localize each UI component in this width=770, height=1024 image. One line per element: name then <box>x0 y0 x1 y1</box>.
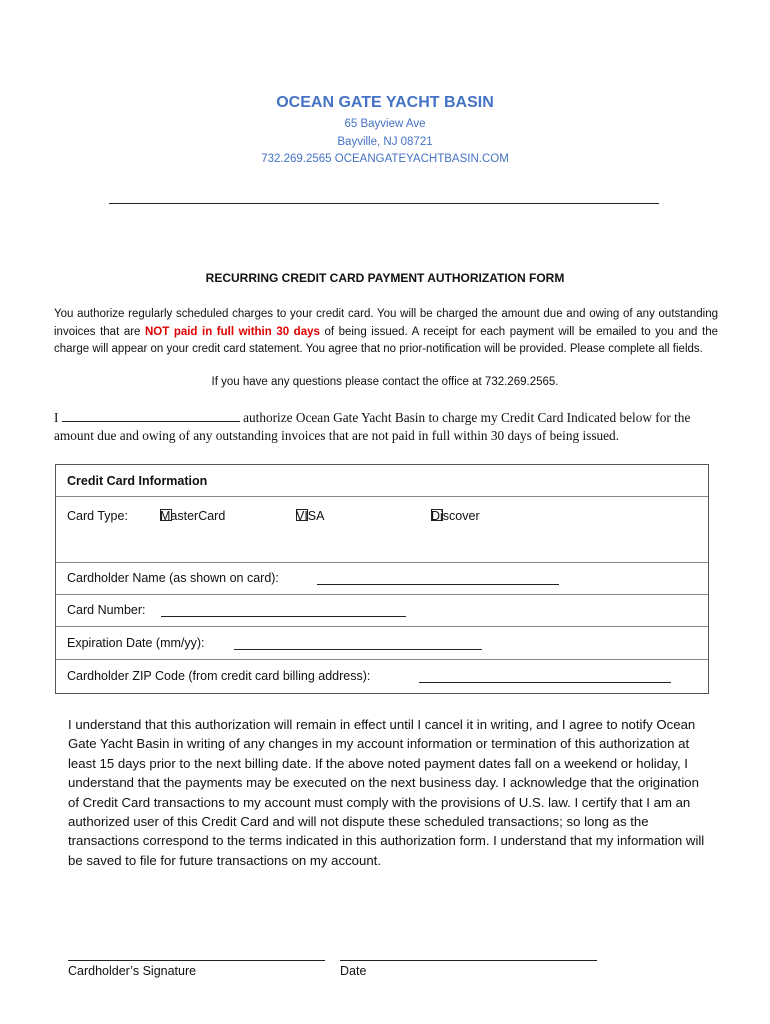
cardholder-name-row <box>56 563 708 595</box>
signature-field[interactable] <box>68 960 325 961</box>
discover-label: Discover <box>431 509 480 523</box>
card-type-row <box>56 497 708 563</box>
signature-label: Cardholder’s Signature <box>68 964 197 978</box>
cc-box-header-row <box>56 465 708 497</box>
authorization-statement <box>54 409 718 445</box>
cc-box-header: Credit Card Information <box>67 474 208 488</box>
question-line: If you have any questions please contact the office at 732.269.2565. <box>211 376 559 388</box>
agreement-paragraph: I understand that this authorization will remain in effect until I cancel it in writing, and I agree to notify Ocean Gate Yacht Basin in writing of any changes in my account information or termination of this authorization at least 15 days prior to the next billing date. If the above noted payment dates fall on a weekend or holiday, I understand that the payments may be executed on the next business day. I acknowledge that the origination of Credit Card transactions to my account must comply with the provisions of U.S. law. I certify that I am an authorized user of this Credit Card and will not dispute these scheduled transactions; so long as the transactions correspond to the terms indicated in this authorization form. I understand that my information will be saved to file for future transactions on my account. <box>68 717 705 868</box>
card-number-field[interactable] <box>161 603 406 617</box>
intro-text-1: You authorize regularly scheduled charges to your credit card. You will be charged the amount due and owing of any outstanding invoices that are <box>54 308 718 338</box>
card-number-label: Card Number: <box>67 603 146 617</box>
authorizer-name-field[interactable] <box>62 409 240 422</box>
card-type-label: Card Type: <box>67 509 128 523</box>
mastercard-label: MasterCard <box>160 509 226 523</box>
date-label: Date <box>340 964 367 978</box>
header-separator <box>109 203 659 204</box>
zip-field[interactable] <box>419 669 671 683</box>
expiration-field[interactable] <box>234 636 482 650</box>
auth-prefix: I <box>54 410 59 425</box>
auth-text: authorize Ocean Gate Yacht Basin to charge my Credit Card Indicated below for the amount due and owing of any outstanding invoices that are not paid in full within 30 days of being issued. <box>54 410 691 443</box>
date-field[interactable] <box>340 960 597 961</box>
intro-paragraph <box>54 306 718 359</box>
cardholder-name-field[interactable] <box>317 571 559 585</box>
address-line-1: 65 Bayview Ave <box>344 118 426 130</box>
expiration-label: Expiration Date (mm/yy): <box>67 636 205 650</box>
expiration-row <box>56 627 708 660</box>
contact-line: 732.269.2565 OCEANGATEYACHTBASIN.COM <box>261 153 509 165</box>
zip-label: Cardholder ZIP Code (from credit card billing address): <box>67 669 371 683</box>
address-line-2: Bayville, NJ 08721 <box>337 136 433 148</box>
cardholder-name-label: Cardholder Name (as shown on card): <box>67 571 279 585</box>
form-title: RECURRING CREDIT CARD PAYMENT AUTHORIZATION FORM <box>205 271 565 285</box>
zip-row <box>56 660 708 694</box>
visa-label: VISA <box>296 509 325 523</box>
intro-highlight: NOT paid in full within 30 days <box>145 325 320 338</box>
company-name: OCEAN GATE YACHT BASIN <box>276 94 494 111</box>
intro-text-2: of being issued. A receipt for each payment will be emailed to you and the charge will appear on your credit card statement. You agree that no prior-notification will be provided. Please complete all fields. <box>54 325 718 355</box>
card-number-row <box>56 595 708 627</box>
credit-card-info-box <box>55 464 709 694</box>
